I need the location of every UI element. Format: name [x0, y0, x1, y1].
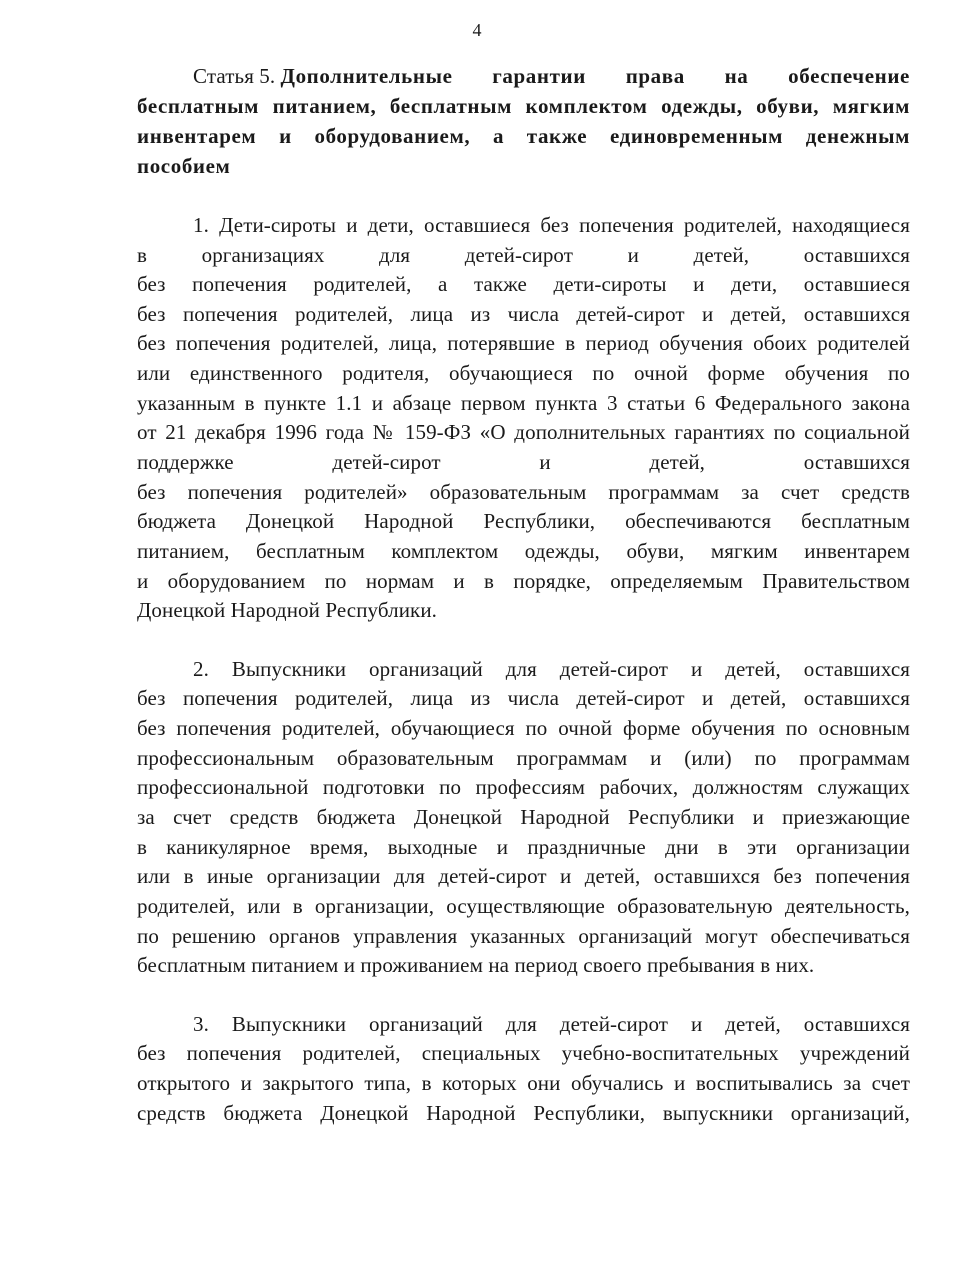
- paragraph-1-line: без попечения родителей» образовательным программам за счет средств: [137, 480, 910, 504]
- article-title-word: гарантии: [492, 64, 586, 88]
- paragraph-1-line: и оборудованием по нормам и в порядке, определяемым Правительством: [137, 569, 910, 593]
- paragraph-1-line: 1. Дети-сироты и дети, оставшиеся без попечения родителей, находящиеся: [193, 213, 910, 237]
- paragraph-1-line: или единственного родителя, обучающиеся по очной форме обучения по: [137, 361, 910, 385]
- article-title-line: пособием: [137, 154, 231, 178]
- article-title-word: на: [724, 64, 749, 88]
- paragraph-2-line: по решению органов управления указанных организаций могут обеспечиваться: [137, 924, 910, 948]
- paragraph-2-line: бесплатным питанием и проживанием на период своего пребывания в них.: [137, 953, 815, 977]
- article-title-word: обеспечение: [788, 64, 910, 88]
- paragraph-3-line: 3. Выпускники организаций для детей-сирот и детей, оставшихся: [193, 1012, 910, 1036]
- paragraph-1-line: без попечения родителей, лица из числа детей-сирот и детей, оставшихся: [137, 302, 910, 326]
- article-title-line: бесплатным питанием, бесплатным комплектом одежды, обуви, мягким: [137, 94, 910, 118]
- paragraph-2-line: без попечения родителей, обучающиеся по очной форме обучения по основным: [137, 716, 910, 740]
- paragraph-2-line: за счет средств бюджета Донецкой Народной Республики и приезжающие: [137, 805, 910, 829]
- paragraph-3-line: открытого и закрытого типа, в которых они обучались и воспитывались за счет: [137, 1071, 910, 1095]
- paragraph-2-line: родителей, или в организации, осуществляющие образовательную деятельность,: [137, 894, 910, 918]
- paragraph-1-line: без попечения родителей, лица, потерявшие в период обучения обоих родителей: [137, 331, 910, 355]
- paragraph-2-line: 2. Выпускники организаций для детей-сирот и детей, оставшихся: [193, 657, 910, 681]
- article-title-word: права: [625, 64, 685, 88]
- paragraph-1-line: Донецкой Народной Республики.: [137, 598, 438, 622]
- page-number: 4: [472, 20, 482, 40]
- paragraph-1-line: от 21 декабря 1996 года № 159-ФЗ «О дополнительных гарантиях по социальной: [137, 420, 910, 444]
- paragraph-1-line: без попечения родителей, а также дети-сироты и дети, оставшиеся: [137, 272, 910, 296]
- paragraph-3-line: без попечения родителей, специальных учебно-воспитательных учреждений: [137, 1041, 910, 1065]
- paragraph-1-line: поддержке детей-сирот и детей, оставшихся: [137, 450, 910, 474]
- article-title-line: инвентарем и оборудованием, а также единовременным денежным: [137, 124, 910, 148]
- paragraph-1-line: бюджета Донецкой Народной Республики, обеспечиваются бесплатным: [137, 509, 910, 533]
- paragraph-1-line: питанием, бесплатным комплектом одежды, обуви, мягким инвентарем: [137, 539, 910, 563]
- article-label: Статья 5.: [193, 64, 276, 88]
- paragraph-1-line: в организациях для детей-сирот и детей, оставшихся: [137, 243, 910, 267]
- paragraph-2-line: профессиональной подготовки по профессиям рабочих, должностям служащих: [137, 775, 910, 799]
- article-title-word: Дополнительные: [280, 64, 453, 88]
- paragraph-2-line: без попечения родителей, лица из числа детей-сирот и детей, оставшихся: [137, 686, 910, 710]
- paragraph-2-line: в каникулярное время, выходные и праздничные дни в эти организации: [137, 835, 910, 859]
- paragraph-2-line: профессиональным образовательным программам и (или) по программам: [137, 746, 910, 770]
- paragraph-1-line: указанным в пункте 1.1 и абзаце первом пункта 3 статьи 6 Федерального закона: [137, 391, 910, 415]
- paragraph-3-line: средств бюджета Донецкой Народной Республики, выпускники организаций,: [137, 1101, 910, 1125]
- article-heading-lead: [193, 61, 453, 91]
- article-heading-line-1: [193, 61, 910, 91]
- paragraph-2-line: или в иные организации для детей-сирот и детей, оставшихся без попечения: [137, 864, 910, 888]
